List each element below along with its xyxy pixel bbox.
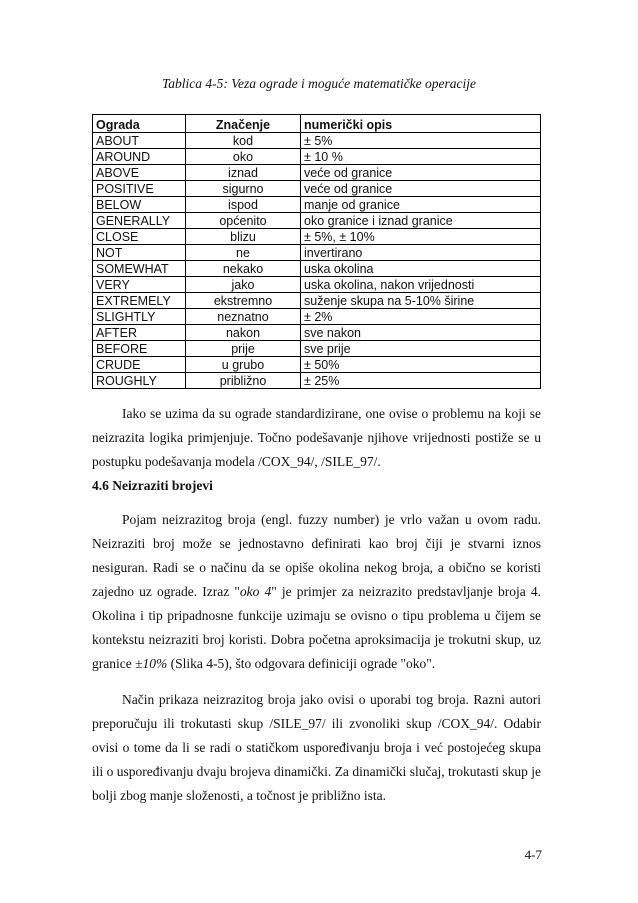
cell-meaning: nakon xyxy=(186,325,301,341)
paragraph-text: (Slika 4-5), što odgovara definiciji ograde "oko". xyxy=(167,656,436,671)
table-row xyxy=(93,357,541,373)
cell-description: oko granice i iznad granice xyxy=(301,213,541,229)
hedges-table xyxy=(92,114,541,389)
cell-description: ± 5% xyxy=(301,133,541,149)
italic-expression: oko 4 xyxy=(239,584,272,599)
table-row xyxy=(93,341,541,357)
cell-meaning: ne xyxy=(186,245,301,261)
paragraph-text: Pojam neizrazitog broja (engl. fuzzy number) je vrlo važan u ovom radu. Neizraziti broj može se jednostavno definirati kao broj čiji je stvarni iznos nesiguran. Radi se o načinu da se opiše okolina nekog broja, a obično se koristi zajedno uz ograde. Izraz " xyxy=(92,512,541,599)
cell-hedge: AROUND xyxy=(93,149,186,165)
table-row xyxy=(93,133,541,149)
header-numericki-opis: numerički opis xyxy=(301,115,541,133)
cell-hedge: VERY xyxy=(93,277,186,293)
cell-meaning: blizu xyxy=(186,229,301,245)
cell-description: ± 10 % xyxy=(301,149,541,165)
table-row xyxy=(93,245,541,261)
cell-meaning: općenito xyxy=(186,213,301,229)
cell-meaning: kod xyxy=(186,133,301,149)
cell-hedge: BEFORE xyxy=(93,341,186,357)
cell-hedge: GENERALLY xyxy=(93,213,186,229)
page-number: 4-7 xyxy=(524,847,542,862)
cell-description: ± 5%, ± 10% xyxy=(301,229,541,245)
table-row xyxy=(93,149,541,165)
cell-meaning: u grubo xyxy=(186,357,301,373)
cell-hedge: AFTER xyxy=(93,325,186,341)
paragraph-hedges-standardization: Iako se uzima da su ograde standardizirane, one ovise o problemu na koji se neizrazita logika primjenjuje. Točno podešavanje njihove vrijednosti postiže se u postupku podešavanja modela /COX_94/, /SILE_97/. xyxy=(92,406,541,469)
cell-meaning: sigurno xyxy=(186,181,301,197)
paragraph-fuzzy-number-definition xyxy=(92,508,541,676)
cell-meaning: približno xyxy=(186,373,301,389)
cell-description: veće od granice xyxy=(301,181,541,197)
table-row xyxy=(93,309,541,325)
cell-hedge: BELOW xyxy=(93,197,186,213)
table-header-row xyxy=(93,115,541,133)
cell-meaning: nekako xyxy=(186,261,301,277)
table-row xyxy=(93,277,541,293)
cell-description: sve nakon xyxy=(301,325,541,341)
cell-hedge: ABOVE xyxy=(93,165,186,181)
paragraph-fuzzy-number-representation: Način prikaza neizrazitog broja jako ovisi o uporabi tog broja. Razni autori preporučuju ili trokutasti skup /SILE_97/ ili zvonoliki skup /COX_94/. Odabir ovisi o tome da li se radi o statičkom uspoređivanju broja i već postojećeg skupa ili o uspoređivanju dvaju brojeva dinamički. Za dinamički slučaj, trokutasti skup je bolji zbog manje složenosti, a točnost je približno ista. xyxy=(92,692,541,803)
cell-hedge: CLOSE xyxy=(93,229,186,245)
cell-description: ± 2% xyxy=(301,309,541,325)
section-heading: 4.6 Neizraziti brojevi xyxy=(92,478,213,493)
cell-meaning: jako xyxy=(186,277,301,293)
header-znacenje: Značenje xyxy=(186,115,301,133)
table-row xyxy=(93,229,541,245)
italic-bound: ±10% xyxy=(135,656,168,671)
table-row xyxy=(93,373,541,389)
table-row xyxy=(93,197,541,213)
cell-meaning: ispod xyxy=(186,197,301,213)
cell-hedge: NOT xyxy=(93,245,186,261)
cell-description: uska okolina xyxy=(301,261,541,277)
cell-hedge: POSITIVE xyxy=(93,181,186,197)
paragraph-text: " je primjer za neizrazito predstavljanje broja 4. Okolina i tip pripadnosne funkcije uzimaju se ovisno o tipu problema u čijem se kontekstu neizraziti broj koristi. Dobra početna aproksimacija je trokutni skup, uz granice xyxy=(92,584,541,671)
table-row xyxy=(93,293,541,309)
cell-meaning: prije xyxy=(186,341,301,357)
cell-hedge: EXTREMELY xyxy=(93,293,186,309)
cell-description: suženje skupa na 5-10% širine xyxy=(301,293,541,309)
cell-description: ± 25% xyxy=(301,373,541,389)
cell-hedge: ROUGHLY xyxy=(93,373,186,389)
cell-description: uska okolina, nakon vrijednosti xyxy=(301,277,541,293)
cell-hedge: CRUDE xyxy=(93,357,186,373)
cell-hedge: SOMEWHAT xyxy=(93,261,186,277)
cell-description: ± 50% xyxy=(301,357,541,373)
cell-hedge: ABOUT xyxy=(93,133,186,149)
cell-meaning: oko xyxy=(186,149,301,165)
header-ograda: Ograda xyxy=(93,115,186,133)
table-row xyxy=(93,261,541,277)
cell-hedge: SLIGHTLY xyxy=(93,309,186,325)
table-row xyxy=(93,165,541,181)
table-row xyxy=(93,213,541,229)
table-row xyxy=(93,181,541,197)
table-row xyxy=(93,325,541,341)
cell-meaning: iznad xyxy=(186,165,301,181)
cell-description: manje od granice xyxy=(301,197,541,213)
cell-meaning: ekstremno xyxy=(186,293,301,309)
cell-description: veće od granice xyxy=(301,165,541,181)
cell-description: invertirano xyxy=(301,245,541,261)
table-caption: Tablica 4-5: Veza ograde i moguće matematičke operacije xyxy=(161,76,477,91)
cell-meaning: neznatno xyxy=(186,309,301,325)
cell-description: sve prije xyxy=(301,341,541,357)
